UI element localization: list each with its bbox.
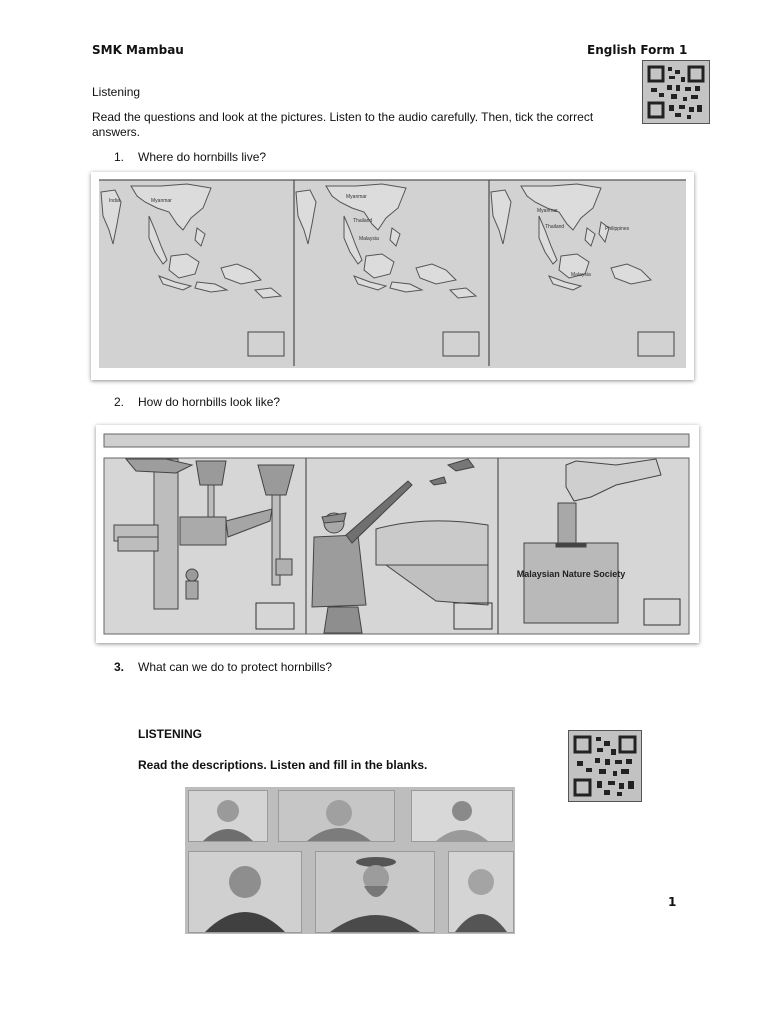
- section2-title: LISTENING: [138, 727, 203, 741]
- map-pictures: [91, 172, 694, 380]
- question-number: 3.: [114, 660, 125, 674]
- qr-code-icon: [568, 730, 642, 802]
- school-name: SMK Mambau: [92, 43, 184, 57]
- map-label: India: [109, 198, 120, 204]
- map-label: Myanmar: [537, 208, 558, 214]
- photo-collage: [185, 787, 515, 934]
- section-title: Listening: [92, 85, 141, 99]
- section2-instructions: Read the descriptions. Listen and fill in the blanks.: [138, 758, 428, 772]
- question-text: What can we do to protect hornbills?: [138, 660, 333, 674]
- map-label: Philippines: [605, 226, 630, 232]
- portrait-photo: [315, 851, 435, 933]
- portrait-photo: [411, 790, 513, 842]
- map-label: Malaysia: [571, 272, 591, 278]
- map-label: Thailand: [545, 224, 565, 230]
- map-label: Myanmar: [346, 194, 367, 200]
- question-text: Where do hornbills live?: [138, 150, 267, 164]
- map-label: Thailand: [353, 218, 373, 224]
- scene-pictures: [96, 425, 699, 643]
- portrait-photo: [448, 851, 514, 933]
- portrait-photo: [188, 790, 268, 842]
- map-label: Malaysia: [359, 236, 379, 242]
- question-number: 2.: [114, 395, 125, 409]
- question-number: 1.: [114, 150, 125, 164]
- portrait-photo: [188, 851, 302, 933]
- box-label: Malaysian Nature Society: [516, 569, 626, 579]
- page-number: 1: [668, 895, 677, 909]
- qr-code-icon: [642, 60, 710, 124]
- instructions: Read the questions and look at the pictures. Listen to the audio carefully. Then, tick the correct answers.: [92, 110, 594, 139]
- question-text: How do hornbills look like?: [138, 395, 281, 409]
- subject-name: English Form 1: [587, 43, 688, 57]
- portrait-photo: [278, 790, 395, 842]
- map-label: Myanmar: [151, 198, 172, 204]
